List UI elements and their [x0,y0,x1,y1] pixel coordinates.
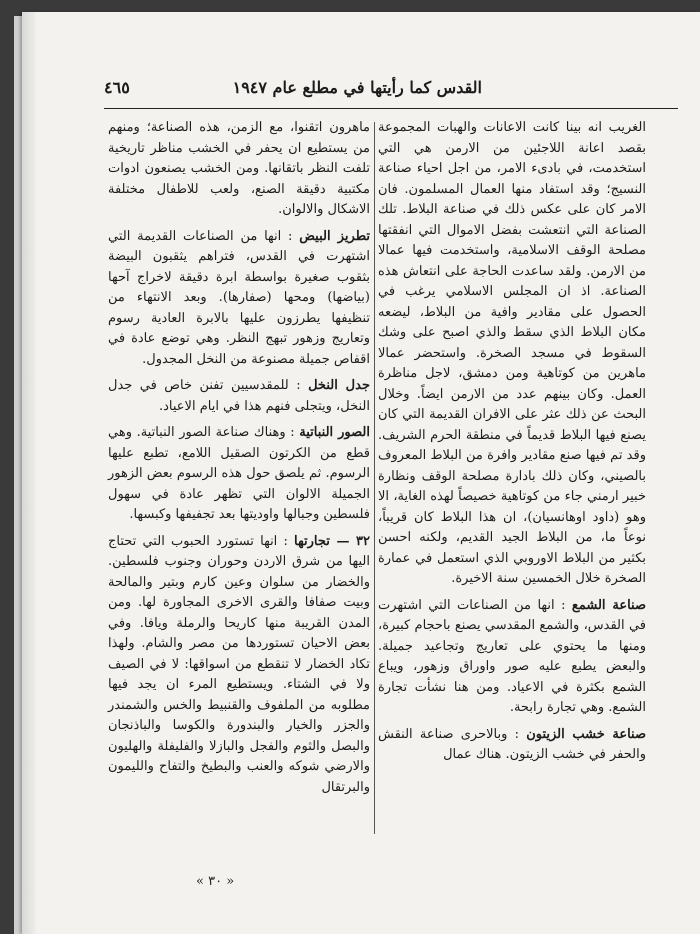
paragraph [378,596,646,719]
paragraph-text: : انها من الصناعات القديمة التي اشتهرت في القدس، فتراهم يثقبون البيضة بثقوب صغيرة بواسطة ابرة دقيقة لاخراج آحها (بياضها) ومحها (صفارها). وبعد الانتهاء من تنظيفها يطرزون عليها بالابرة العادية رسوم وتعاريج وزهور تبهج النظر. وهي توضع عادة في اقفاص جميلة مصنوعة من النخل المجدول. [108,228,370,367]
section-term: صناعة الشمع [571,597,647,613]
right-column [378,118,646,772]
left-column [108,118,370,804]
paragraph-text: : للمقدسيين تفنن خاص في جدل النخل، ويتجلى فنهم هذا في ايام الاعياد. [108,378,370,414]
page-edge [22,12,36,934]
paragraph [378,725,646,766]
section-term: ٣٢ — تجارتها [294,533,370,549]
header-rule [104,108,678,109]
paragraph [108,227,370,371]
paragraph-text: : انها تستورد الحبوب التي تحتاج اليها من شرق الاردن وحوران وجنوب فلسطين. والخضار من سلوان وعين كارم وبتير والمالحة وبيت صفافا والقرى الاخرى المجاورة لها. ومن المدن القريبة منها كاريحا والرملة ويافا. وفي بعض الاحيان تستوردها من مصر والشام. ولهذا تكاد الخضار لا تنقطع من اسواقها: لا في الصيف ولا في الشتاء. ويستطيع المرء ان يجد فيها مطلوبه من الملفوف والقنبيط والخس والشمندر والجزر والخيار والبندورة والكوسا والباذنجان والبصل والثوم والفجل والبازلا والفليفلة والهليون والارضي شوكه والعنب والبطيخ والتفاح والليمون والبرتقال [108,533,370,795]
paragraph [108,532,370,799]
paragraph [378,118,646,590]
header-title: القدس كما رأيتها في مطلع عام ١٩٤٧ [232,78,482,97]
paragraph-text: : وهناك صناعة الصور النباتية. وهي قطع من الكرتون الصقيل اللامع، تطبع عليها الرسوم. ثم يلصق حول هذه الرسوم بعض الزهور الجميلة الالوان التي تظهر عادة في سهول فلسطين وجبالها واوديتها بعد تجفيفها وكبسها. [108,425,370,522]
section-term: صناعة خشب الزيتون [526,726,646,742]
paragraph [108,376,370,417]
page-number: ٤٦٥ [104,78,130,97]
paragraph [108,118,370,221]
section-term: الصور النباتية [299,425,370,440]
paragraph-text: : وبالاحرى صناعة النقش والحفر في خشب الزيتون. هناك عمال [378,726,646,762]
running-header [104,74,678,104]
section-term: جدل النخل [308,378,370,393]
paragraph [108,423,370,526]
section-term: تطريز البيض [299,228,371,244]
paragraph-text: : انها من الصناعات التي اشتهرت في القدس، والشمع المقدسي يصنع باحجام كبيرة، ومنها ما يحتوي على تعاريج وتجاعيد جميلة. والبعض يطبع عليه صور واوراق وزهور، ويباع الشمع بكثرة في الاعياد. ومن هنا نشأت تجارة الشمع. وهي تجارة رابحة. [378,597,646,715]
paragraph-text: الغريب انه بينا كانت الاعانات والهبات المجموعة بقصد اعانة اللاجئين من الارمن هي التي استخدمت، في بادىء الامر، من اجل احياء صناعة النسيج؛ وقد استفاد منها العمال المسلمون. فان الامر كان على عكس ذلك في صناعة البلاط. تلك الصناعة التي انتعشت بفضل الاموال التي انفقتها مصلحة الوقف الاسلامية، واستخدمت فيها عمالا من الارمن. ولقد ساعدت الحاجة على انتعاش هذه الصناعة. اذ ان المجلس الاسلامي يرغب في الحصول على مقادير وافية من البلاط، ليضعه مكان البلاط الذي سقط والذي اصبح على وشك السقوط في مسجد الصخرة. واستحضر عمالا ماهرين من كوتاهية ومن دمشق، لاجل مناظرة العمل. وكان بينهم عدد من الارمن ايضاً. وخلال البحث عن ذلك عثر على الافران القديمة التي كان يصنع فيها البلاط قديماً في منطقة الحرم الشريف. وقد تم فيها صنع مقادير وافرة من البلاط المعروف بالصيني، وكان ذلك بادارة مصلحة الوقف ونظارة خبير ارمني جاء من كوتاهية خصيصاً لهذه الغاية، الا وهو (داود اوهانسيان)، ان هذا البلاط كان قريباً، نوعاً ما، من البلاط الجيد القديم، ولكنه احسن بكثير من البلاط الاوروبي الذي استعمل في عمارة الصخرة خلال الخمسين سنة الاخيرة. [378,120,646,586]
column-divider [374,122,375,834]
paragraph-text: ماهرون اتقنوا، مع الزمن، هذه الصناعة؛ ومنهم من يستطيع ان يحفر في الخشب مناظر تاريخية تلفت النظر باتقانها. ومن الخشب يصنعون ادوات مكتبية دقيقة الصنع، ولعب للاطفال مختلفة الاشكال والالوان. [108,120,370,217]
folio-number: « ٣٠ » [196,874,235,889]
